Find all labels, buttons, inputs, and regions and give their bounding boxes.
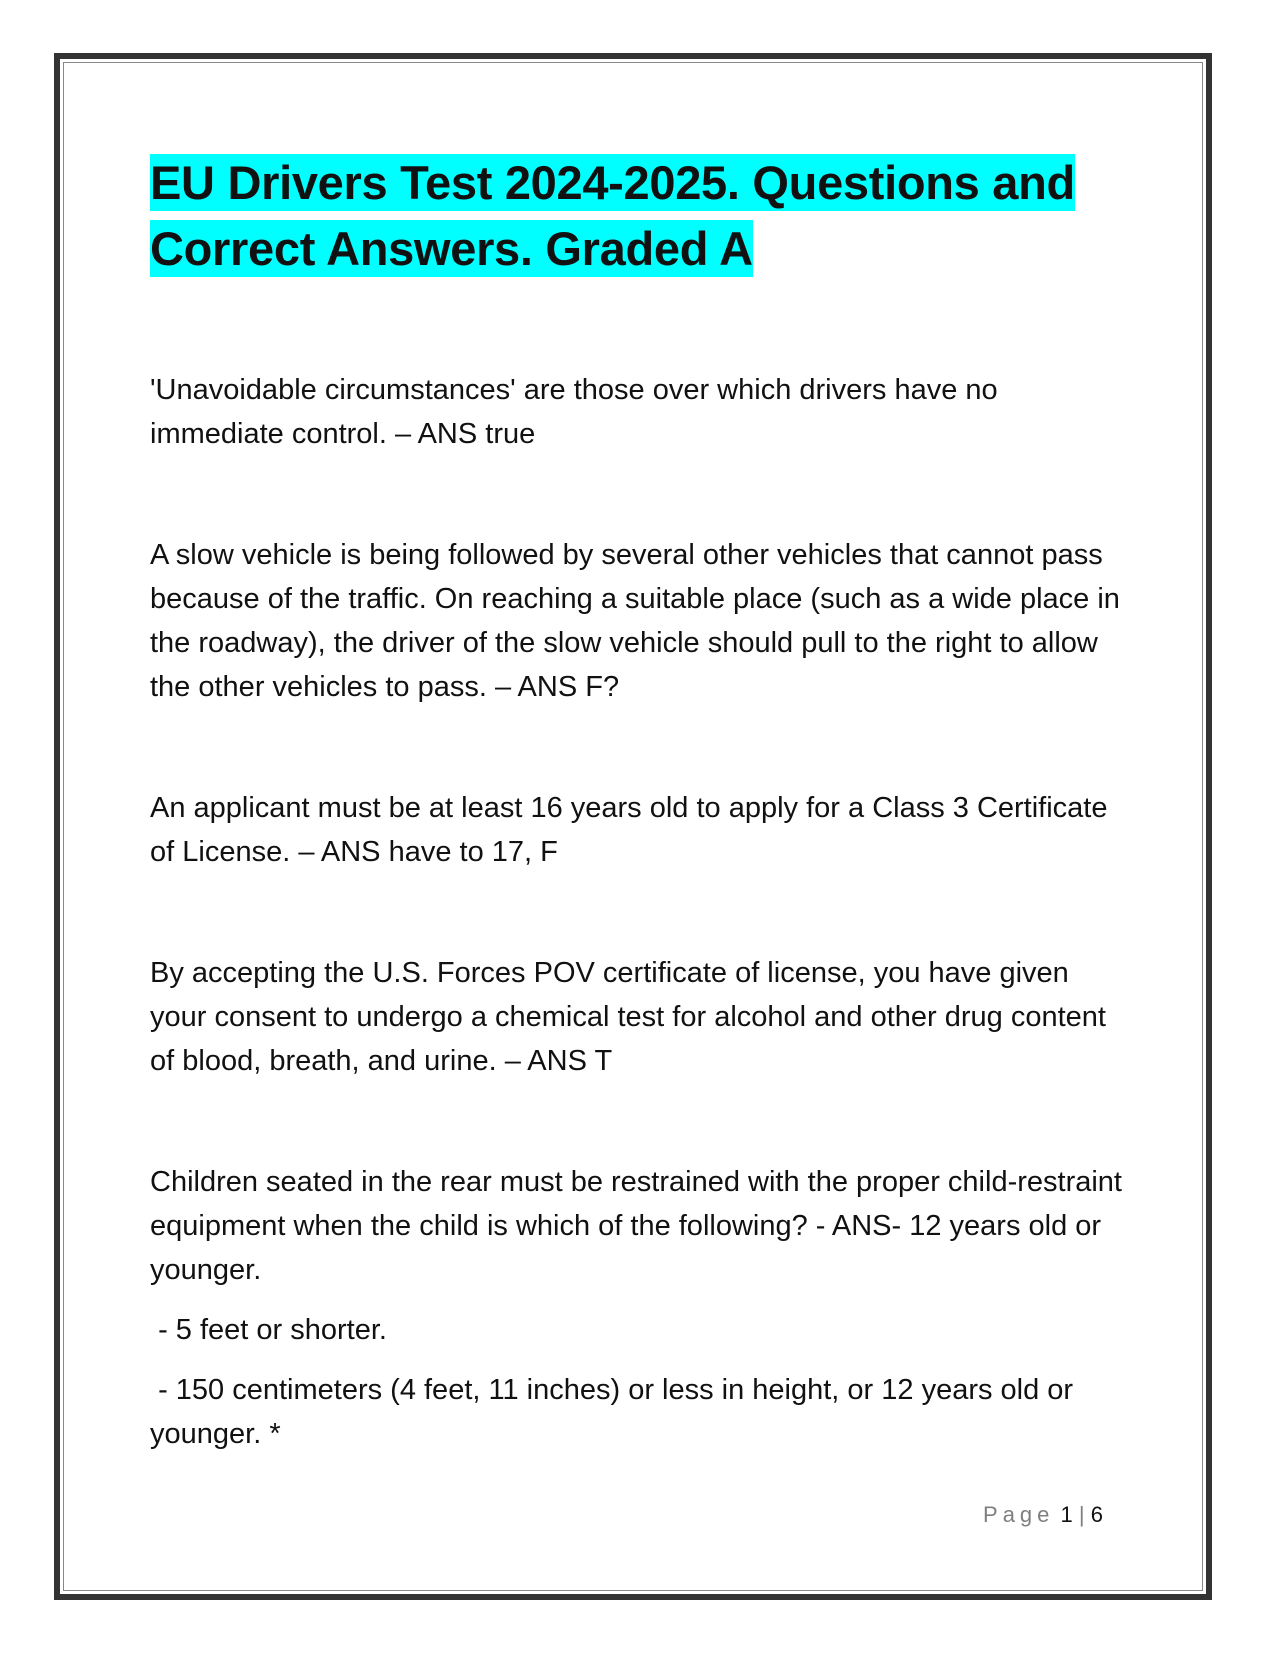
- question-answer-3: An applicant must be at least 16 years old to apply for a Class 3 Certificate of License. – ANS have to 17, F: [150, 792, 1108, 868]
- question-answer-4: By accepting the U.S. Forces POV certificate of license, you have given your consent to undergo a chemical test for alcohol and other drug content of blood, breath, and urine. – ANS T: [150, 957, 1106, 1077]
- question-answer-5: Children seated in the rear must be restrained with the proper child-restraint equipment when the child is which of the following? - ANS- 12 years old or younger.: [150, 1166, 1122, 1286]
- title-highlight: EU Drivers Test 2024-2025. Questions and Correct Answers. Graded A: [150, 156, 1075, 275]
- question-answer-2: A slow vehicle is being followed by several other vehicles that cannot pass because of the traffic. On reaching a suitable place (such as a wide place in the roadway), the driver of the slow vehicle should pull to the right to allow the other vehicles to pass. – ANS F?: [150, 539, 1120, 703]
- answer-option-2: - 150 centimeters (4 feet, 11 inches) or less in height, or 12 years old or younger. *: [150, 1374, 1082, 1450]
- total-pages-number: 6: [1090, 1502, 1103, 1527]
- question-answer-1: 'Unavoidable circumstances' are those over which drivers have no immediate control. – ANS true: [150, 374, 998, 450]
- answer-option-1: - 5 feet or shorter.: [150, 1314, 387, 1346]
- page-footer: [983, 1502, 1103, 1528]
- page-label: Page: [983, 1502, 1055, 1527]
- document-title: [150, 150, 1130, 282]
- current-page-number: 1: [1060, 1502, 1073, 1527]
- document-body: [150, 150, 1130, 1456]
- page-separator: |: [1078, 1502, 1085, 1527]
